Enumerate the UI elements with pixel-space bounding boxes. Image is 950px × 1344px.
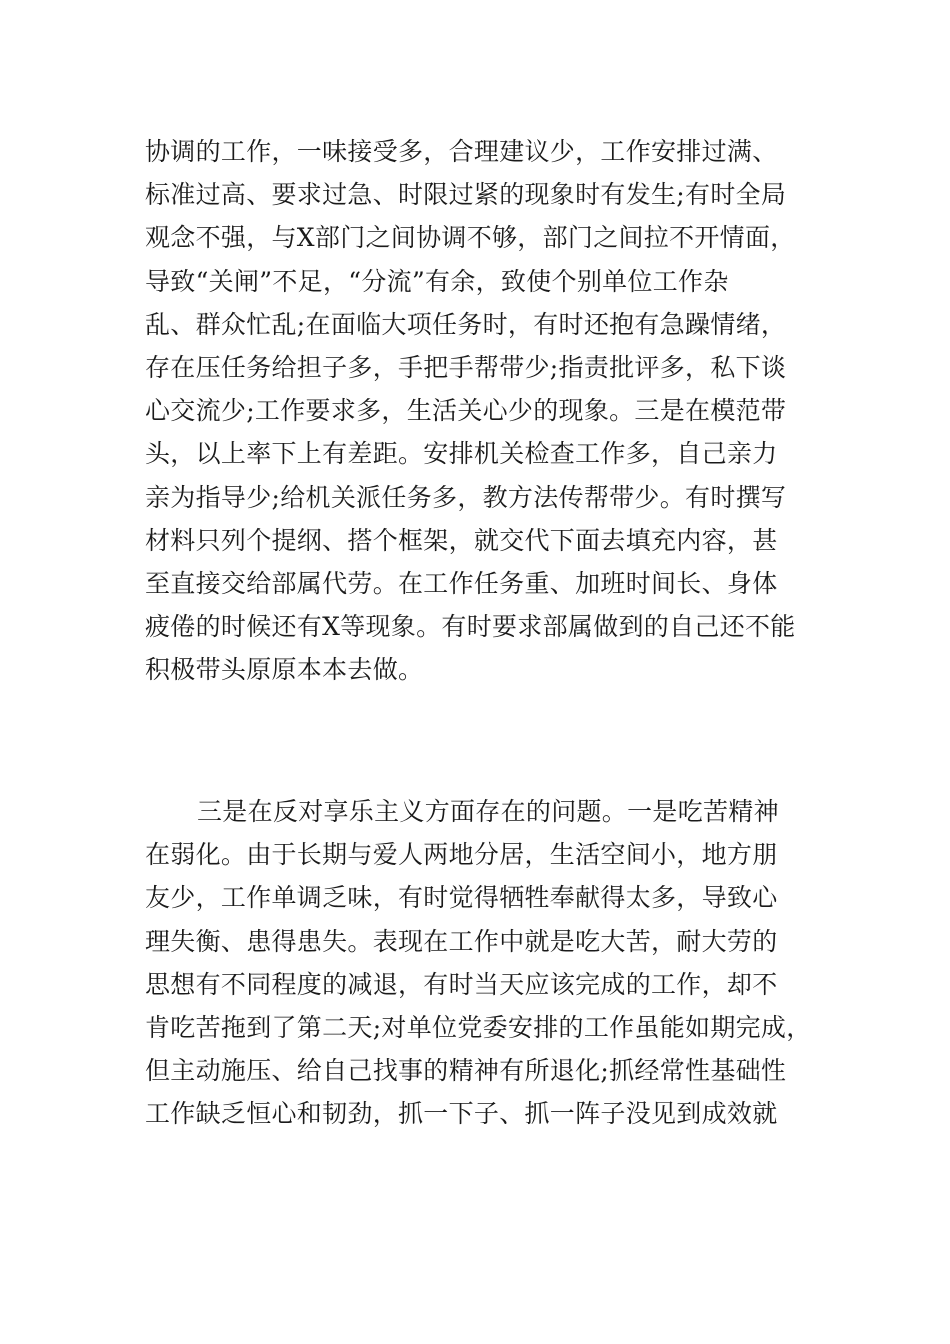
text-line: 思想有不同程度的减退，有时当天应该完成的工作，却不 bbox=[145, 969, 778, 999]
paragraph-1 bbox=[145, 130, 825, 692]
text-line: 观念不强，与X部门之间协调不够，部门之间拉不开情面， bbox=[145, 223, 796, 253]
text-line: 疲倦的时候还有X等现象。有时要求部属做到的自己还不能 bbox=[145, 612, 796, 642]
text-line: 头，以上率下上有差距。安排机关检查工作多，自己亲力 bbox=[145, 439, 778, 469]
paragraph-2 bbox=[145, 790, 825, 1136]
text-line: 在弱化。由于长期与爱人两地分居，生活空间小，地方朋 bbox=[145, 840, 778, 870]
text-line: 导致“关闸”不足，“分流”有余，致使个别单位工作杂 bbox=[145, 266, 729, 296]
text-line: 亲为指导少;给机关派任务多，教方法传帮带少。有时撰写 bbox=[145, 482, 787, 512]
text-line-first: 三是在反对享乐主义方面存在的问题。一是吃苦精神 bbox=[197, 797, 779, 826]
text-line: 存在压任务给担子多，手把手帮带少;指责批评多，私下谈 bbox=[145, 353, 787, 383]
text-line: 材料只列个提纲、搭个框架，就交代下面去填充内容，甚 bbox=[145, 525, 778, 555]
text-line: 至直接交给部属代劳。在工作任务重、加班时间长、身体 bbox=[145, 569, 778, 599]
text-line: 肯吃苦拖到了第二天;对单位党委安排的工作虽能如期完成， bbox=[145, 1013, 812, 1043]
text-line: 友少，工作单调乏味，有时觉得牺牲奉献得太多，导致心 bbox=[145, 883, 778, 913]
text-line: 积极带头原原本本去做。 bbox=[145, 655, 424, 685]
text-line: 乱、群众忙乱;在面临大项任务时，有时还抱有急躁情绪， bbox=[145, 309, 787, 339]
text-line: 但主动施压、给自己找事的精神有所退化;抓经常性基础性 bbox=[145, 1056, 787, 1086]
text-line: 协调的工作，一味接受多，合理建议少，工作安排过满、 bbox=[145, 137, 778, 166]
text-line: 理失衡、患得患失。表现在工作中就是吃大苦，耐大劳的 bbox=[145, 926, 778, 956]
text-line: 工作缺乏恒心和韧劲，抓一下子、抓一阵子没见到成效就 bbox=[145, 1099, 778, 1129]
text-line: 心交流少;工作要求多，生活关心少的现象。三是在模范带 bbox=[145, 396, 787, 426]
text-line: 标准过高、要求过急、时限过紧的现象时有发生;有时全局 bbox=[145, 180, 787, 210]
